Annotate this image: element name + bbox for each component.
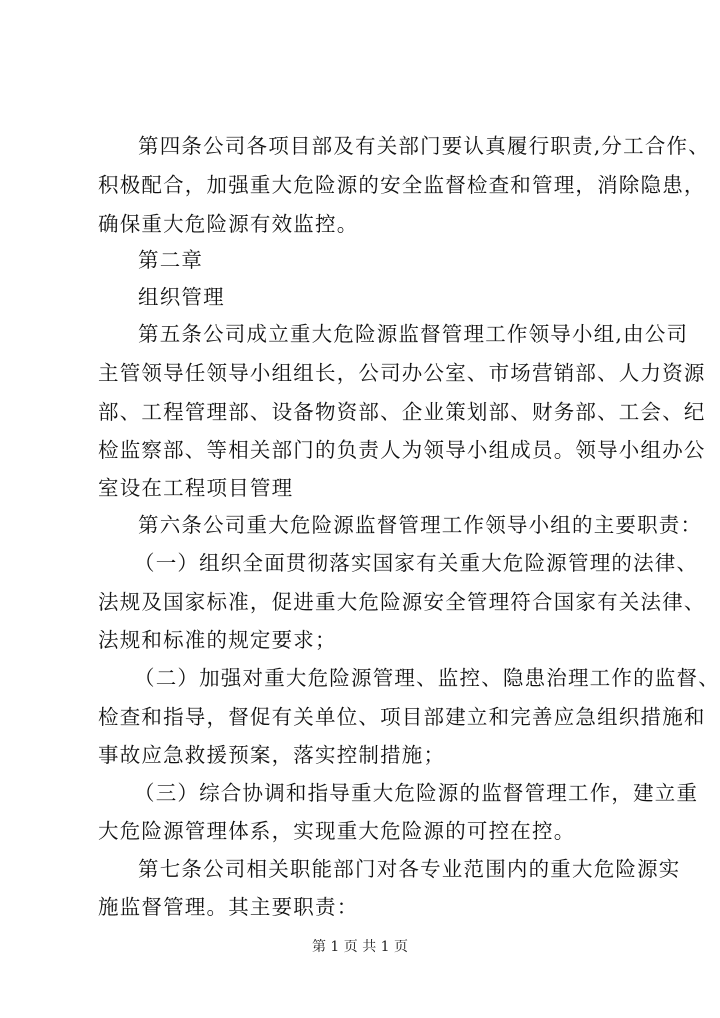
- paragraph-line: 法规和标准的规定要求；: [98, 628, 337, 652]
- paragraph-line: 检监察部、等相关部门的负责人为领导小组成员。领导小组办公: [98, 438, 706, 462]
- paragraph-line: 主管领导任领导小组组长，公司办公室、市场营销部、人力资源: [98, 361, 706, 385]
- paragraph-line: 第五条公司成立重大危险源监督管理工作领导小组,由公司: [138, 322, 689, 346]
- page-number-footer: 第 1 页 共 1 页: [311, 939, 409, 955]
- paragraph-line: 施监督管理。其主要职责：: [98, 895, 359, 919]
- paragraph-line: 确保重大危险源有效监控。: [98, 212, 359, 236]
- paragraph-line: 室设在工程项目管理: [98, 476, 294, 500]
- paragraph-line: （三）综合协调和指导重大危险源的监督管理工作，建立重: [134, 781, 699, 805]
- chapter-heading: 第二章: [138, 248, 204, 272]
- paragraph-line: 第六条公司重大危险源监督管理工作领导小组的主要职责：: [138, 513, 703, 537]
- paragraph-line: 第四条公司各项目部及有关部门要认真履行职责,分工合作、: [138, 134, 710, 158]
- section-heading: 组织管理: [138, 285, 225, 309]
- paragraph-line: （二）加强对重大危险源管理、监控、隐患治理工作的监督、: [134, 666, 720, 690]
- paragraph-line: 第七条公司相关职能部门对各专业范围内的重大危险源实: [138, 857, 681, 881]
- paragraph-line: （一）组织全面贯彻落实国家有关重大危险源管理的法律、: [134, 551, 699, 575]
- paragraph-line: 大危险源管理体系，实现重大危险源的可控在控。: [98, 819, 576, 843]
- paragraph-line: 部、工程管理部、设备物资部、企业策划部、财务部、工会、纪: [98, 400, 706, 424]
- paragraph-line: 检查和指导，督促有关单位、项目部建立和完善应急组织措施和: [98, 705, 706, 729]
- paragraph-line: 法规及国家标准，促进重大危险源安全管理符合国家有关法律、: [98, 590, 706, 614]
- paragraph-line: 事故应急救援预案，落实控制措施；: [98, 743, 446, 767]
- paragraph-line: 积极配合，加强重大危险源的安全监督检查和管理，消除隐患，: [98, 173, 706, 197]
